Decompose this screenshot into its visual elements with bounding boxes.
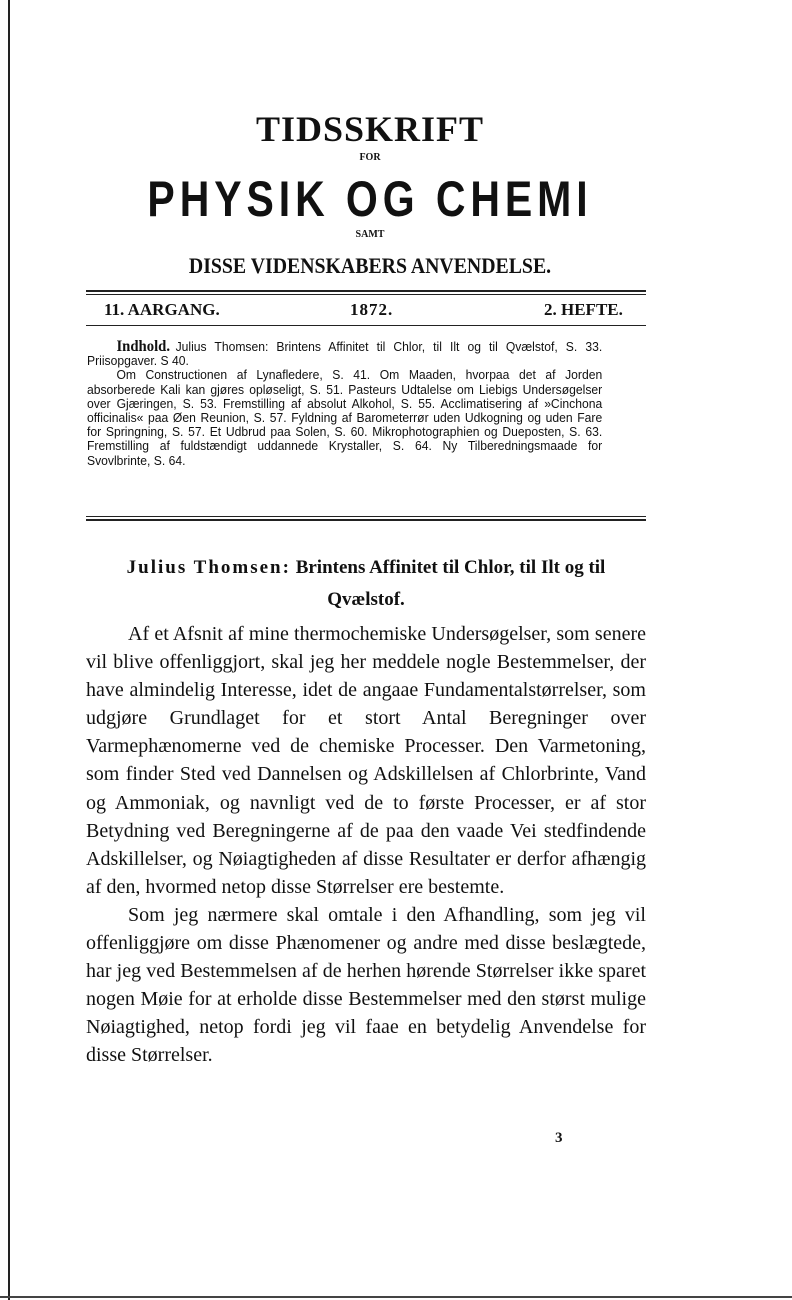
journal-title-samt: SAMT xyxy=(355,229,385,240)
article-author: Julius Thomsen: xyxy=(126,557,291,578)
contents-paragraph-1: Julius Thomsen: Brintens Affinitet til Chlor, til Ilt og til Qvælstof, S. 33. Priisopgaver. S 40. xyxy=(87,339,603,369)
article-body xyxy=(86,620,646,1070)
header-rule-top xyxy=(86,290,646,292)
issue-year: 1872. xyxy=(350,300,394,319)
page-bottom-edge-line xyxy=(0,1296,792,1298)
contents-rule-thin xyxy=(86,516,646,517)
journal-title: TIDSSKRIFT xyxy=(255,109,485,149)
contents-paragraph-2: Om Constructionen af Lynafledere, S. 41. Om Maaden, hvorpaa det af Jorden absorberede Kali kan gjøres opløseligt, S. 51. Pasteurs Udtalelse om Liebigs Undersøgelser over Gjæringen, S. 53. Fremstilling af absolut Alkohol, S. 55. Acclimatisering af »Cinchona officinalis« paa Øen Reunion, S. 57. Fyldning af Barometerrør uden Udkogning og uden Fare for Springning, S. 57. Et Udbrud paa Solen, S. 60. Mikrophotographien og Dueposten, S. 63. Fremstilling af fuldstændigt uddannede Krystaller, S. 64. Ny Tilberedningsmaade for Svovlbrinte, S. 64. xyxy=(87,367,603,468)
contents-rule-thick xyxy=(86,519,646,521)
contents-label: Indhold. xyxy=(116,338,171,355)
journal-title-for: FOR xyxy=(359,152,381,163)
issue-part: 2. HEFTE. xyxy=(544,300,623,319)
table-of-contents xyxy=(87,340,602,468)
header-rule-bottom xyxy=(86,325,646,326)
page-number: 3 xyxy=(555,1130,563,1146)
article-title: Brintens Affinitet til Chlor, til Ilt og til Qvælstof. xyxy=(295,557,606,610)
article-heading xyxy=(86,552,646,616)
page-left-edge-line xyxy=(8,0,10,1300)
issue-volume: 11. AARGANG. xyxy=(104,300,220,319)
article-paragraph-2: Som jeg nærmere skal omtale i den Afhandling, som jeg vil offenliggjøre om disse Phænomener og andre med disse beslægtede, har jeg ved Bestemmelsen af de herhen hørende Størrelser ikke sparet nogen Møie for at erholde disse Bestemmelser med den størst mulige Nøiagtighed, netop fordi jeg vil faae en betydelig Anvendelse for disse Størrelser. xyxy=(86,903,646,1067)
article-paragraph-1: Af et Afsnit af mine thermochemiske Undersøgelser, som senere vil blive offenliggjort, skal jeg her meddele nogle Bestemmelser, der have almindelig Interesse, idet de angaae Fundamentalstørrelser, som udgjøre Grundlaget for et stort Antal Beregninger over Varmephænomerne ved de chemiske Processer. Den Varmetoning, som finder Sted ved Dannelsen og Adskillelsen af Chlorbrinte, Vand og Ammoniak, og navnligt ved de to første Processer, er af stor Betydning ved Beregningerne af de paa den vaade Vei stedfindende Adskillelser, og Nøiagtigheden af disse Resultater er derfor afhængig af den, hvormed netop disse Størrelser ere bestemte. xyxy=(86,623,646,898)
journal-subtitle: DISSE VIDENSKABERS ANVENDELSE. xyxy=(188,253,552,278)
header-rule-top-thin xyxy=(86,294,646,295)
journal-subject-title: PHYSIK OG CHEMI xyxy=(147,171,593,227)
